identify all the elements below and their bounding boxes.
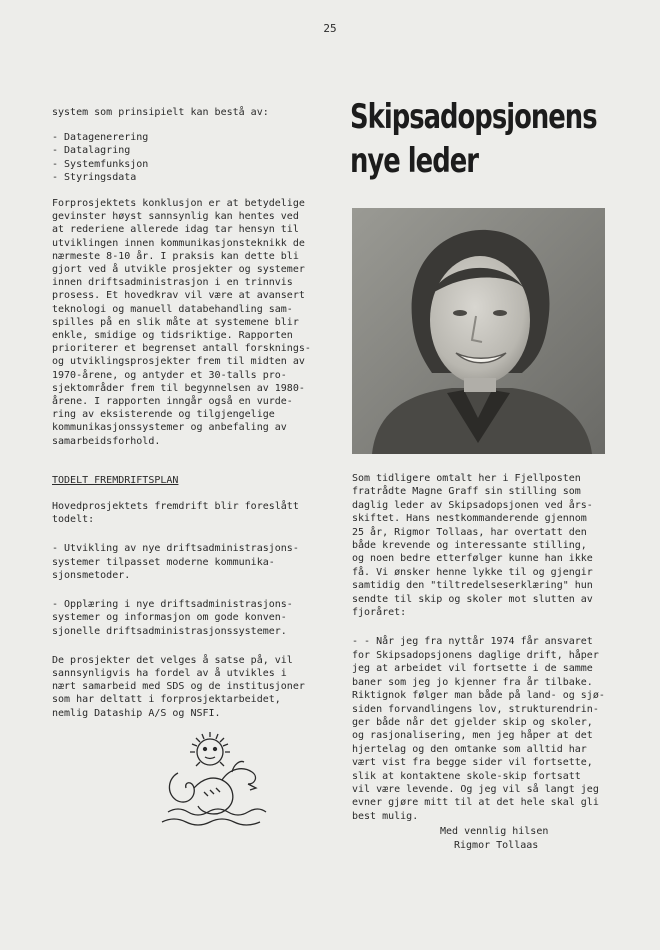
signature-name: Rigmor Tollaas [454, 839, 539, 851]
plan-point-2: - Opplæring i nye driftsadministrasjons- systemer og informasjon om gode konven- sjonelle driftsadministrasjonssystemer. [52, 599, 293, 637]
closing-paragraph: De prosjekter det velges å satse på, vil sannsynligvis ha fordel av å utvikles i nært samarbeid med SDS og de institusjoner som har deltatt i forprosjektarbeidet, nemlig Dataship A/S og NSFI. [52, 654, 305, 719]
conclusion-paragraph: Forprosjektets konklusjon er at betydelige gevinster høyst sannsynlig kan hentes ved at rederiene allerede idag tar hensyn til utviklingen innen kommunikasjonsteknikk de nærmeste 8-10 år. I praksis kan dette bli gjort ved å utvikle prosjekter og systemer innen driftsadministrasjon i en trinnvis prosess. Et hovedkrav vil være at avansert teknologi og manuell databehandling sam- spilles på en slik måte at systemene blir enkle, smidige og tidsriktige. Rapporten prioriterer et begrenset antall forsknings- og utviklingsprosjekter frem til midten av 1970-årene, og antyder et 30-talls pro- sjektområder frem til begynnelsen av 1980- årene. I rapporten inngår også en vurde- ring av eksisterende og tilgjengelige kommunikasjonssystemer og anbefaling av samarbeidsforhold. [52, 198, 311, 447]
section-heading: TODELT FREMDRIFTSPLAN [52, 474, 179, 486]
title-line: nye leder [350, 141, 479, 181]
left-column [52, 106, 337, 720]
article-title [350, 95, 597, 183]
article-paragraph-1: Som tidligere omtalt her i Fjellposten fratrådte Magne Graff sin stilling som daglig leder av Skipsadopsjonen ved års- skiftet. Hans nestkommanderende gjennom 25 år, Rigmor Tollaas, har overtatt den både krevende og interessante stilling, og noen bedre etterfølger kunne han ikke få. Vi ønsker henne lykke til og gjengir samtidig den "tiltredelseserklæring" hun sendte til skip og skoler mot slutten av fjoråret: [352, 473, 593, 619]
article-body [352, 472, 627, 852]
title-line: Skipsadopsjonens [350, 97, 597, 137]
sun-sea-serpent-ornament [148, 728, 276, 828]
list-item: - Datalagring [52, 145, 131, 157]
list-item: - Datagenerering [52, 132, 149, 144]
page-number: 25 [323, 22, 337, 35]
signature-greeting: Med vennlig hilsen [440, 826, 549, 838]
portrait-photo [352, 208, 605, 454]
lead-paragraph: Hovedprosjektets fremdrift blir foreslått todelt: [52, 501, 299, 526]
list-item: - Systemfunksjon [52, 158, 149, 170]
plan-point-1: - Utvikling av nye driftsadministrasjons- systemer tilpasset moderne kommunika- sjonsmetoder. [52, 543, 299, 581]
intro-text: system som prinsipielt kan bestå av: [52, 107, 269, 118]
list-item: - Styringsdata [52, 171, 137, 183]
portrait-illustration [352, 208, 605, 454]
system-list [52, 131, 337, 184]
article-paragraph-2: - - Når jeg fra nyttår 1974 får ansvaret for Skipsadopsjonens daglige drift, håper jeg at arbeidet vil fortsette i de samme baner som jeg jo kjenner fra år tilbake. Riktignok følger man både på land- og sjø- siden forvandlingens lov, strukturendrin- ger både når det gjelder skip og skoler, og rasjonalisering, men jeg håper at det hjertelag og den omtanke som alltid har vært vist fra begge sider vil fortsette, slik at kontaktene skole-skip fortsatt vil være levende. Og jeg vil så langt jeg evner gjøre mitt til at det hele skal gli best mulig. [352, 636, 605, 822]
